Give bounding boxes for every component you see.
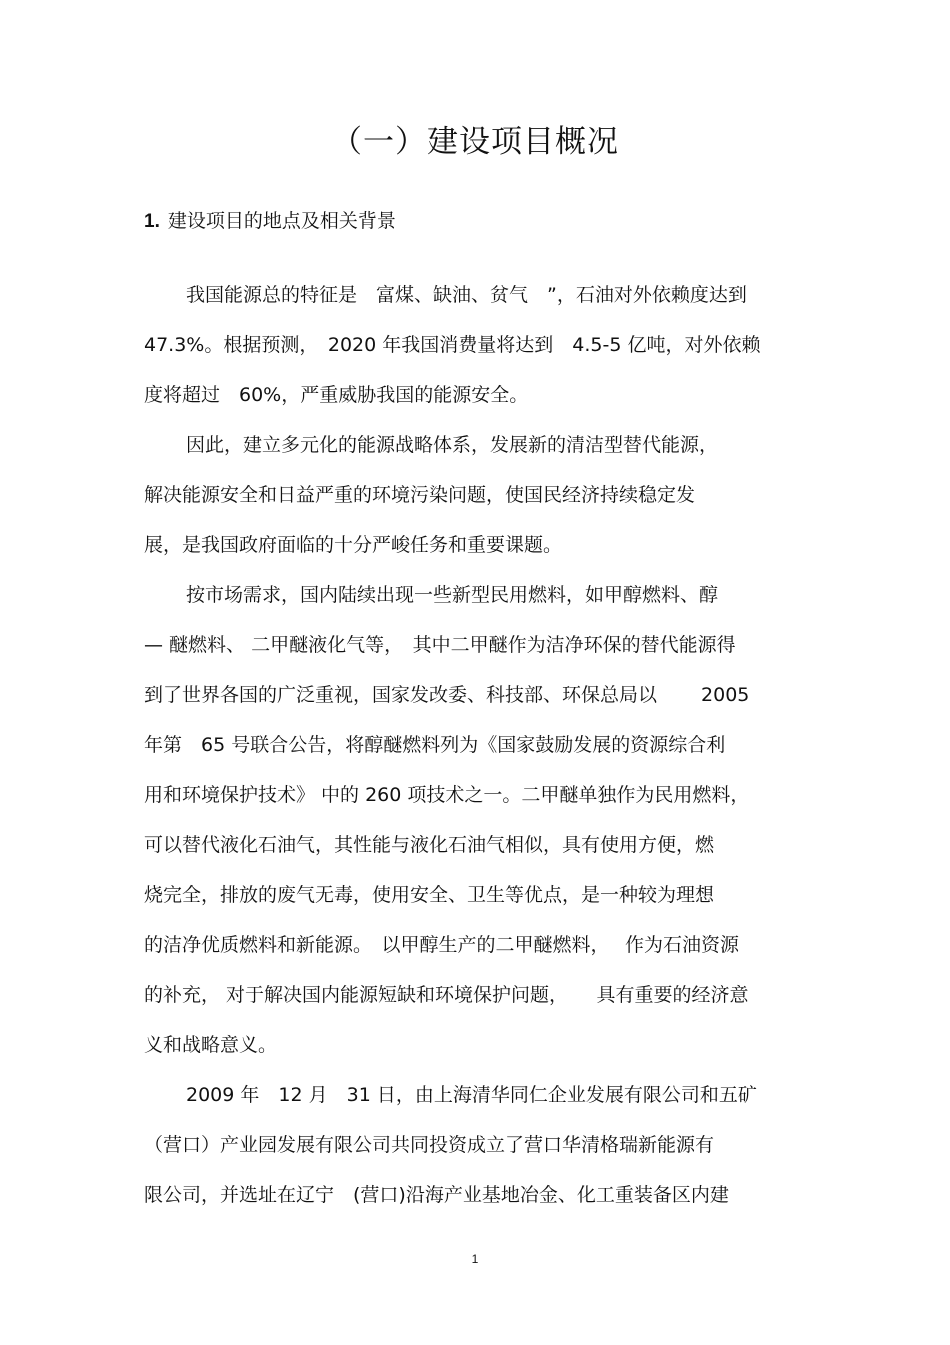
paragraph-line: 解决能源安全和日益严重的环境污染问题，使国民经济持续稳定发 [144,484,696,506]
paragraph-line: 47.3%。根据预测， 2020 年我国消费量将达到 4.5-5 亿吨，对外依赖 [144,334,761,356]
paragraph-line: 限公司，并选址在辽宁 (营口)沿海产业基地冶金、化工重装备区内建 [144,1184,729,1206]
paragraph-line: （营口）产业园发展有限公司共同投资成立了营口华清格瑞新能源有 [144,1134,715,1156]
paragraph-line: — 醚燃料、 二甲醚液化气等， 其中二甲醚作为洁净环保的替代能源得 [144,634,736,656]
paragraph-line: 2009 年 12 月 31 日，由上海清华同仁企业发展有限公司和五矿 [186,1084,757,1106]
paragraph-line: 可以替代液化石油气，其性能与液化石油气相似，具有使用方便，燃 [144,834,715,856]
paragraph-line: 烧完全，排放的废气无毒，使用安全、卫生等优点，是一种较为理想 [144,884,715,906]
section-heading [144,207,396,236]
paragraph-line: 年第 65 号联合公告，将醇醚燃料列为《国家鼓励发展的资源综合利 [144,734,726,756]
paragraph-line: 义和战略意义。 [144,1034,278,1056]
paragraph-line: 因此，建立多元化的能源战略体系，发展新的清洁型替代能源， [186,434,719,456]
paragraph-line: 度将超过 60%，严重威胁我国的能源安全。 [144,384,529,406]
paragraph-line: 到了世界各国的广泛重视，国家发改委、科技部、环保总局以 2005 [144,684,750,706]
page-number: 1 [471,1252,479,1266]
paragraph-line: 的洁净优质燃料和新能源。 以甲醇生产的二甲醚燃料， 作为石油资源 [144,934,740,956]
page-title: （一）建设项目概况 [331,124,619,160]
paragraph-line: 的补充， 对于解决国内能源短缺和环境保护问题， 具有重要的经济意 [144,984,749,1006]
section-number: 1. [144,211,160,232]
paragraph-line: 用和环境保护技术》 中的 260 项技术之一。二甲醚单独作为民用燃料， [144,784,750,806]
section-heading-text: 建设项目的地点及相关背景 [167,210,396,232]
paragraph-line: 按市场需求，国内陆续出现一些新型民用燃料，如甲醇燃料、醇 [186,584,719,606]
paragraph-line: 我国能源总的特征是 富煤、缺油、贫气 ”，石油对外依赖度达到 [186,284,747,306]
paragraph-line: 展，是我国政府面临的十分严峻任务和重要课题。 [144,534,563,556]
